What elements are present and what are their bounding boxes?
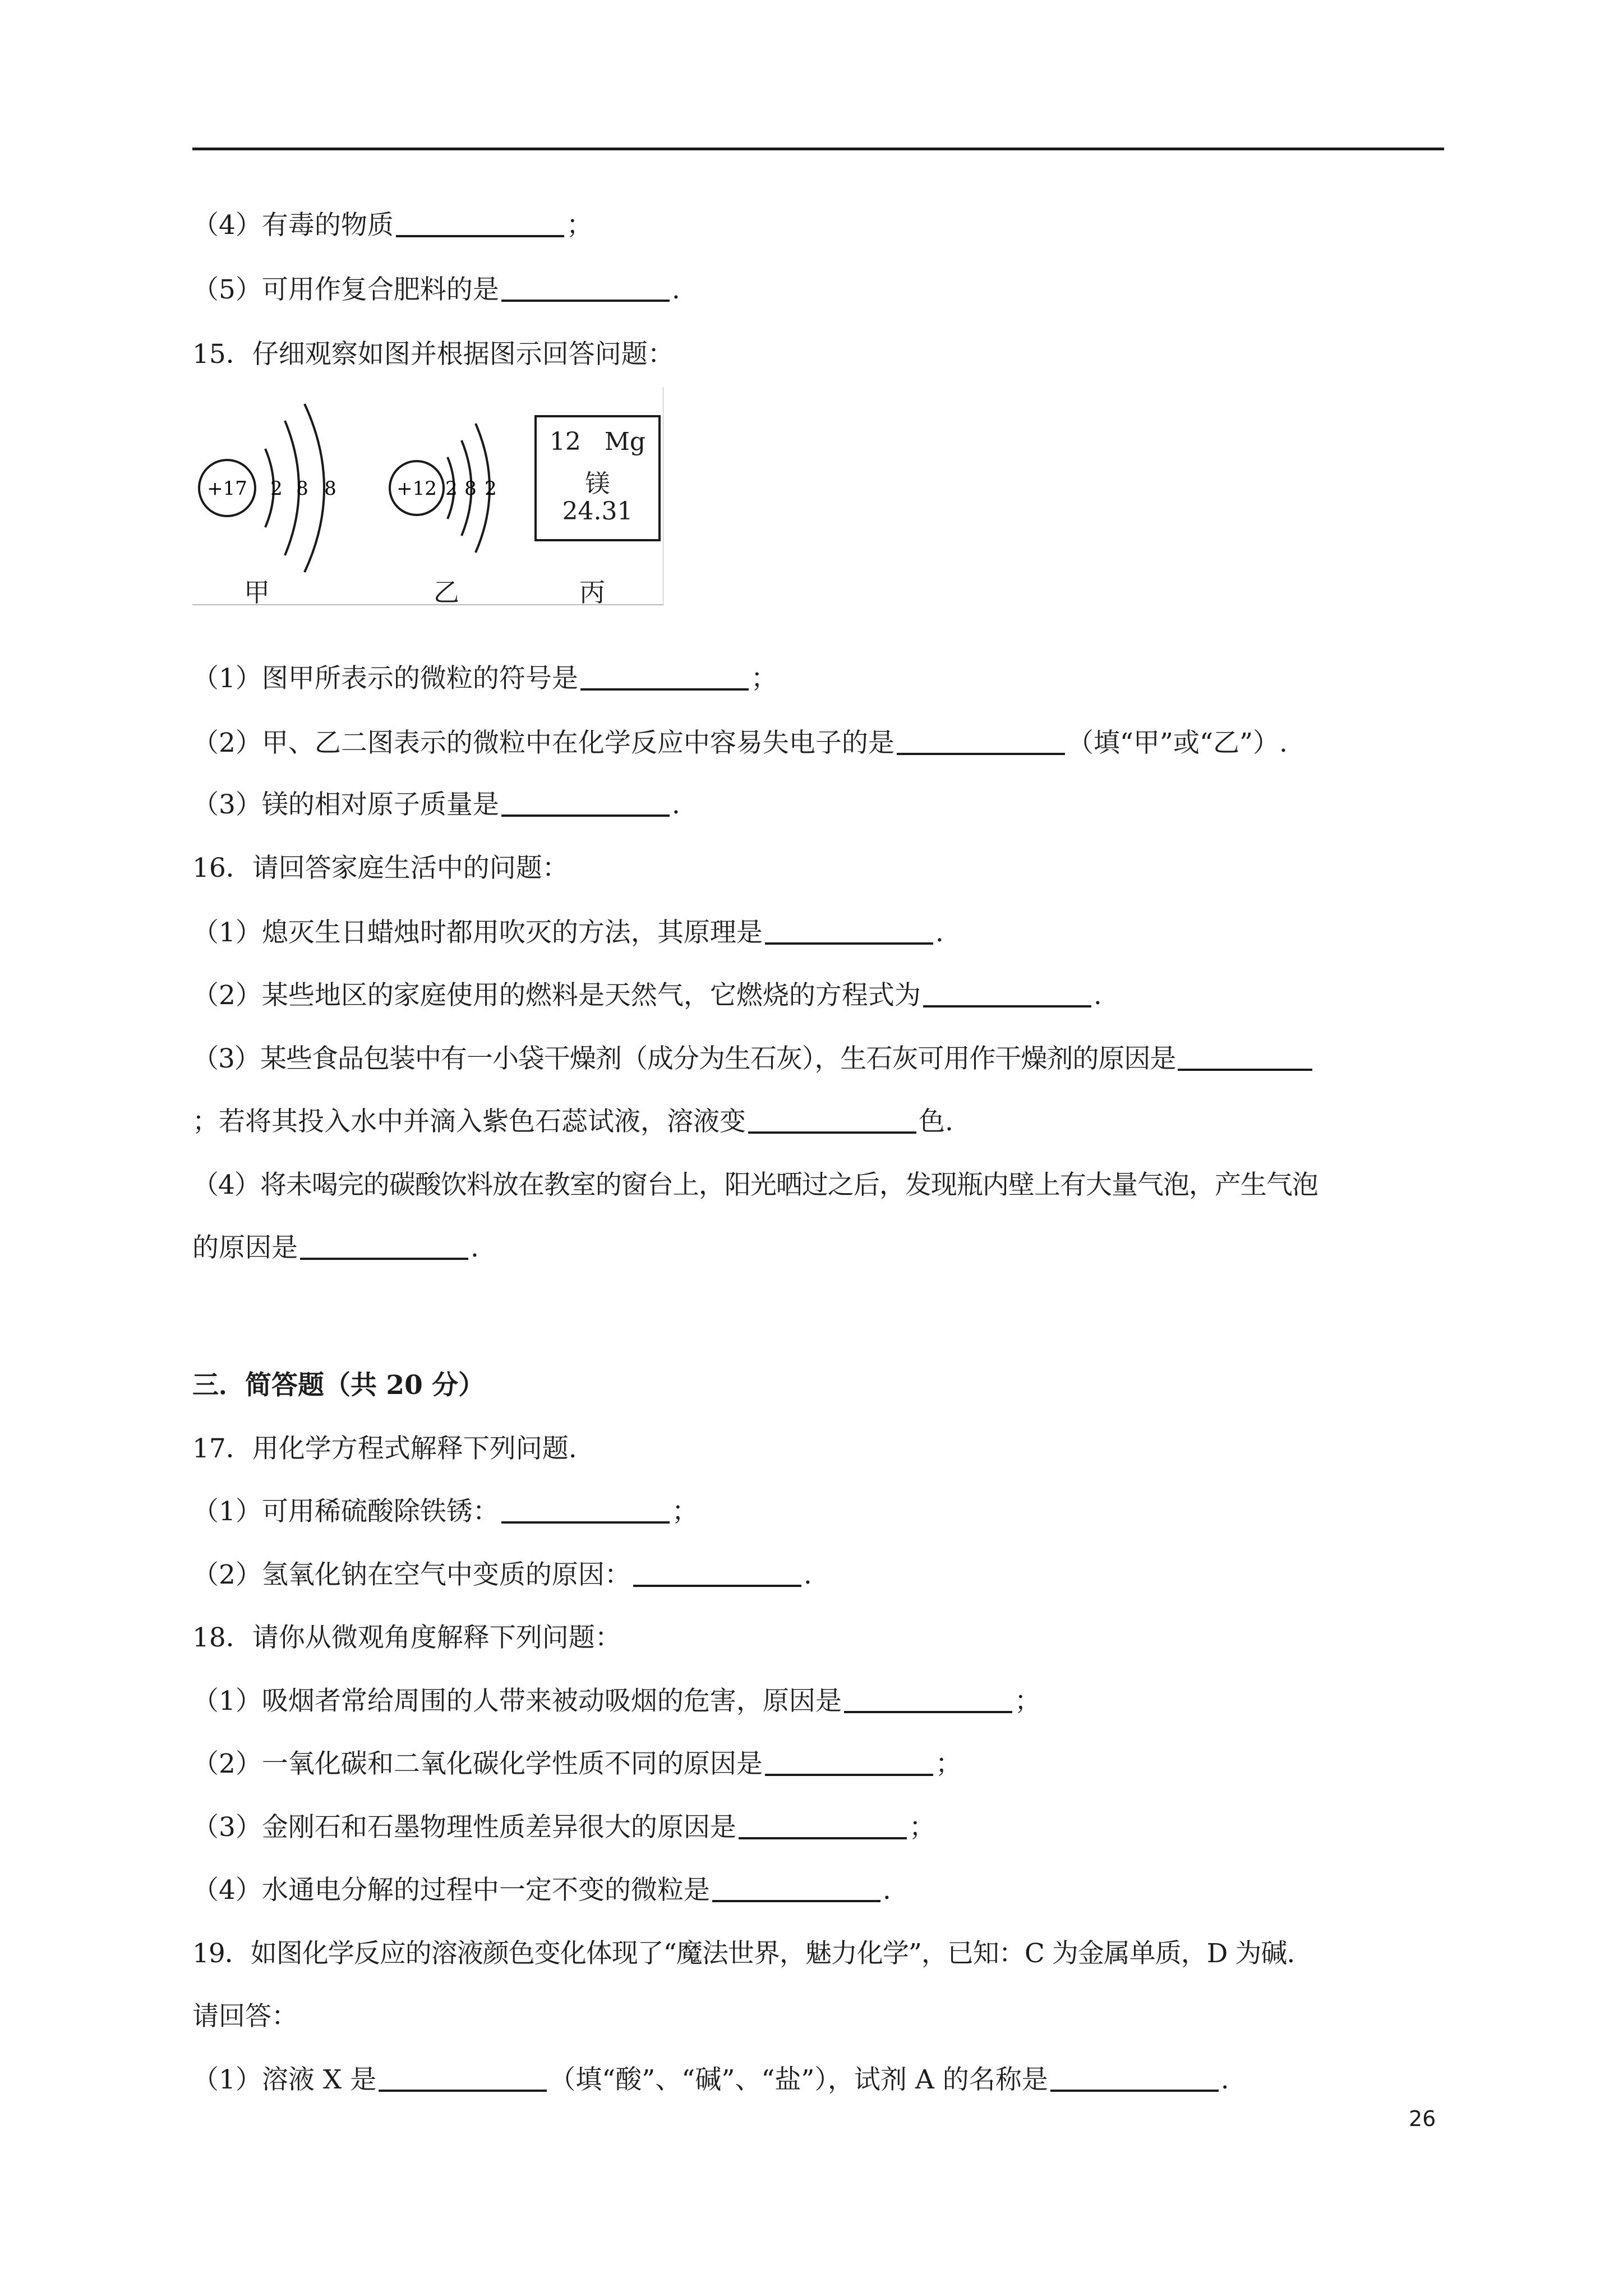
- answer-blank[interactable]: [1050, 2065, 1219, 2092]
- shell-electrons: 8: [324, 477, 336, 500]
- q18-stem: 18．请你从微观角度解释下列问题：: [192, 1622, 621, 1653]
- q17-item2: [192, 1558, 812, 1592]
- q14-item5-text: （5）可用作复合肥料的是: [192, 274, 499, 305]
- q18-item2-text: （2）一氧化碳和二氧化碳化学性质不同的原因是: [192, 1749, 763, 1779]
- element-name: 镁: [585, 470, 610, 498]
- atom-yi-diagram: [390, 424, 497, 553]
- q16-item3a-text: （3）某些食品包装中有一小袋干燥剂（成分为生石灰），生石灰可用作干燥剂的原因是: [192, 1043, 1176, 1074]
- q14-item5: [192, 273, 680, 307]
- answer-blank[interactable]: [739, 1812, 907, 1839]
- q17-item2-text: （2）氢氧化钠在空气中变质的原因：: [192, 1559, 631, 1590]
- q17-stem: 17．用化学方程式解释下列问题.: [192, 1433, 577, 1464]
- answer-blank[interactable]: [765, 918, 933, 945]
- answer-blank[interactable]: [897, 728, 1065, 755]
- atom-jia-diagram: [199, 404, 336, 572]
- answer-blank[interactable]: [501, 275, 670, 302]
- q15-item3-text: （3）镁的相对原子质量是: [192, 789, 499, 820]
- q19-item1a-text: （1）溶液 X 是: [192, 2064, 377, 2095]
- q15-item3: [192, 788, 680, 822]
- shell-electrons: 2: [485, 477, 497, 500]
- atom-structure-figure: [192, 387, 663, 606]
- q18-item4: [192, 1874, 891, 1907]
- nucleus-jia-charge: +17: [207, 477, 247, 500]
- q18-item1-text: （1）吸烟者常给周围的人带来被动吸烟的危害，原因是: [192, 1686, 842, 1717]
- page-number: 26: [1409, 2106, 1436, 2131]
- q18-item3: [192, 1811, 935, 1844]
- q14-item4-end: ；: [566, 210, 593, 241]
- q16-item3b-end: 色.: [919, 1106, 953, 1137]
- q15-item2-text: （2）甲、乙二图表示的微粒中在化学反应中容易失电子的是: [192, 728, 895, 758]
- q18-item3-end: ；: [909, 1812, 935, 1843]
- q18-item4-end: .: [882, 1875, 891, 1906]
- q15-item1-text: （1）图甲所表示的微粒的符号是: [192, 663, 578, 694]
- q19-stem-b: 请回答：: [192, 2001, 298, 2032]
- answer-blank[interactable]: [501, 1497, 670, 1524]
- atomic-number: 12: [549, 427, 581, 456]
- header-rule: [192, 148, 1444, 150]
- q16-item1-end: .: [935, 917, 944, 948]
- answer-blank[interactable]: [1178, 1044, 1312, 1071]
- answer-blank[interactable]: [396, 210, 564, 237]
- element-symbol: Mg: [604, 427, 646, 456]
- q16-item1: [192, 916, 944, 950]
- q14-item5-end: .: [671, 274, 680, 305]
- q15-item2: [192, 726, 1288, 760]
- figure-label-yi: 乙: [434, 577, 459, 608]
- q14-item4-text: （4）有毒的物质: [192, 210, 394, 241]
- q16-item3b-text: ；若将其投入水中并滴入紫色石蕊试液，溶液变: [192, 1106, 746, 1137]
- q14-item4: [192, 209, 593, 242]
- q15-stem: 15．仔细观察如图并根据图示回答问题：: [192, 339, 674, 370]
- q19-item1b-text: （填“酸”、“碱”、“盐”），试剂 A 的名称是: [549, 2064, 1048, 2095]
- q19-item1: [192, 2063, 1229, 2097]
- q16-item4b-end: .: [471, 1232, 479, 1263]
- q17-item1-end: ；: [671, 1496, 698, 1527]
- answer-blank[interactable]: [633, 1560, 801, 1587]
- q18-item4-text: （4）水通电分解的过程中一定不变的微粒是: [192, 1875, 710, 1906]
- q18-item3-text: （3）金刚石和石墨物理性质差异很大的原因是: [192, 1812, 736, 1843]
- q16-item2: [192, 979, 1102, 1013]
- q15-item1-end: ；: [750, 663, 777, 694]
- q16-item4b-text: 的原因是: [192, 1232, 298, 1263]
- answer-blank[interactable]: [300, 1233, 468, 1260]
- q16-stem: 16．请回答家庭生活中的问题：: [192, 853, 569, 884]
- nucleus-yi-charge: +12: [396, 477, 437, 500]
- q16-item2-end: .: [1093, 980, 1102, 1011]
- q15-item3-end: .: [671, 789, 680, 820]
- q18-item1-end: ；: [1014, 1686, 1041, 1717]
- figure-label-bing: 丙: [579, 577, 605, 608]
- answer-blank[interactable]: [712, 1875, 880, 1902]
- shell-electrons: 2: [445, 477, 458, 500]
- q16-item4b: [192, 1231, 479, 1265]
- answer-blank[interactable]: [765, 1749, 933, 1776]
- shell-electrons: 8: [296, 477, 308, 500]
- q16-item2-text: （2）某些地区的家庭使用的燃料是天然气，它燃烧的方程式为: [192, 980, 921, 1011]
- q16-item3a: [192, 1042, 1315, 1076]
- element-tile-mg: [534, 415, 661, 541]
- q18-item2-end: ；: [935, 1749, 962, 1779]
- answer-blank[interactable]: [379, 2065, 547, 2092]
- q19-item1-end: .: [1220, 2064, 1229, 2095]
- q18-item1: [192, 1685, 1041, 1718]
- q16-item4a: （4）将未喝完的碳酸饮料放在教室的窗台上，阳光晒过之后，发现瓶内壁上有大量气泡，产生气泡: [192, 1170, 1318, 1200]
- answer-blank[interactable]: [844, 1686, 1012, 1713]
- q17-item1-text: （1）可用稀硫酸除铁锈：: [192, 1496, 499, 1527]
- atomic-mass: 24.31: [562, 497, 633, 526]
- q17-item1: [192, 1495, 698, 1529]
- shell-electrons: 8: [464, 477, 477, 500]
- element-tile-header: [537, 427, 658, 456]
- q19-stem-a: 19．如图化学反应的溶液颜色变化体现了“魔法世界，魅力化学”，已知：C 为金属单质，D 为碱.: [192, 1938, 1295, 1969]
- q16-item1-text: （1）熄灭生日蜡烛时都用吹灭的方法，其原理是: [192, 917, 763, 948]
- q17-item2-end: .: [803, 1559, 812, 1590]
- answer-blank[interactable]: [748, 1107, 916, 1134]
- q15-item2-end: （填“甲”或“乙”）.: [1067, 728, 1288, 758]
- answer-blank[interactable]: [923, 981, 1091, 1007]
- figure-label-jia: 甲: [244, 577, 270, 608]
- q16-item3b: [192, 1105, 953, 1139]
- section-title: 三．简答题（共 20 分）: [192, 1370, 485, 1401]
- shell-electrons: 2: [270, 477, 283, 500]
- q15-item1: [192, 662, 777, 696]
- answer-blank[interactable]: [580, 664, 749, 691]
- answer-blank[interactable]: [501, 790, 670, 817]
- q18-item2: [192, 1747, 962, 1781]
